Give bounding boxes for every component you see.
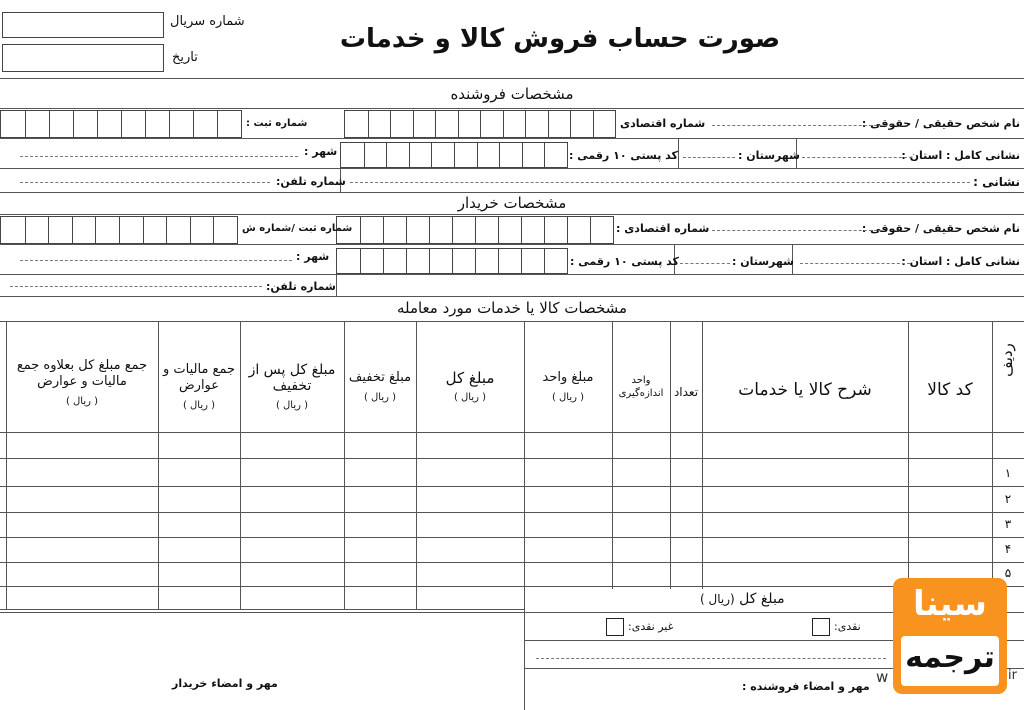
brand-logo-inner-box: [901, 636, 999, 686]
buyer-postal-cells[interactable]: [336, 248, 568, 274]
seller-city-label: شهر :: [304, 145, 338, 158]
buyer-county-label: شهرستان :: [732, 255, 794, 268]
buyer-reg-no-cells[interactable]: [0, 216, 238, 244]
seller-reg-no-label: شماره ثبت :: [246, 118, 308, 129]
noncash-label: غیر نقدی:: [628, 620, 674, 633]
seller-phone-label: شماره تلفن:: [276, 175, 346, 188]
buyer-name-label: نام شخص حقیقی / حقوقی :: [861, 222, 1020, 235]
buyer-city-label: شهر :: [296, 250, 330, 263]
col-header-tax-total: جمع مالیات و عوارض ( ریال ): [162, 362, 236, 411]
col-header-unit-price: مبلغ واحد ( ریال ): [542, 370, 594, 403]
buyer-reg-no-label: شماره ثبت /شماره ش: [242, 223, 353, 234]
seller-address-label: نشانی :: [973, 175, 1020, 189]
seller-name-label: نام شخص حقیقی / حقوقی :: [861, 117, 1020, 130]
buyer-address-full-label: نشانی کامل : استان :: [901, 255, 1020, 268]
col-header-total-price: مبلغ کل ( ریال ): [445, 369, 495, 403]
page-title: صورت حساب فروش کالا و خدمات: [339, 24, 781, 54]
brand-logo-line2: ترجمه: [905, 640, 995, 675]
col-header-product-code: کد کالا: [927, 380, 973, 400]
seller-county-label: شهرستان :: [738, 149, 800, 162]
row-number-1: ۱: [1004, 466, 1012, 480]
buyer-section-title: مشخصات خریدار: [457, 194, 567, 212]
date-label: تاریخ: [172, 50, 198, 65]
cash-label: نقدی:: [834, 620, 861, 633]
buyer-economic-no-cells[interactable]: [336, 216, 614, 244]
col-header-after-discount: مبلغ کل پس از تخفیف ( ریال ): [248, 362, 336, 411]
col-header-unit-measure: واحد اندازه‌گیری: [618, 375, 664, 399]
col-header-description: شرح کالا یا خدمات: [738, 380, 872, 400]
buyer-economic-no-label: شماره اقتصادی :: [616, 222, 710, 235]
serial-number-label: شماره سریال: [170, 14, 245, 29]
row-number-4: ۴: [1004, 542, 1012, 556]
seller-reg-no-cells[interactable]: [0, 110, 242, 138]
seller-signature-label: مهر و امضاء فروشنده :: [742, 680, 870, 693]
buyer-signature-label: مهر و امضاء خریدار: [172, 677, 278, 690]
noncash-checkbox[interactable]: [606, 618, 624, 636]
cash-checkbox[interactable]: [812, 618, 830, 636]
row-number-2: ۲: [1004, 492, 1012, 506]
seller-section-title: مشخصات فروشنده: [450, 85, 574, 103]
seller-economic-no-cells[interactable]: [344, 110, 616, 138]
row-number-5: ۵: [1004, 566, 1012, 580]
total-amount-label: مبلغ کل (ریال ): [700, 591, 785, 607]
seller-address-full-label: نشانی کامل : استان :: [901, 149, 1020, 162]
col-header-grand-total: جمع مبلغ کل بعلاوه جمع مالیات و عوارض ( ریال ): [16, 358, 148, 407]
seller-economic-no-label: شماره اقتصادی: [620, 117, 706, 130]
brand-logo-line1: سینا: [913, 584, 987, 624]
items-section-title: مشخصات کالا یا خدمات مورد معامله: [396, 299, 628, 317]
seller-postal-cells[interactable]: [340, 142, 568, 168]
col-header-discount: مبلغ تخفیف ( ریال ): [348, 370, 412, 403]
site-text-partial: w: [876, 668, 889, 686]
site-text-end: ir: [1008, 668, 1017, 683]
col-header-quantity: تعداد: [673, 385, 699, 399]
date-field[interactable]: [2, 44, 164, 72]
row-number-3: ۳: [1004, 517, 1012, 531]
serial-number-field[interactable]: [2, 12, 164, 38]
buyer-postal-label: کد پستی ۱۰ رقمی :: [570, 255, 679, 268]
brand-logo: [893, 578, 1007, 694]
col-header-row-number: ردیف: [998, 343, 1017, 377]
seller-postal-label: کد پستی ۱۰ رقمی :: [569, 149, 678, 162]
buyer-phone-label: شماره تلفن:: [266, 280, 336, 293]
